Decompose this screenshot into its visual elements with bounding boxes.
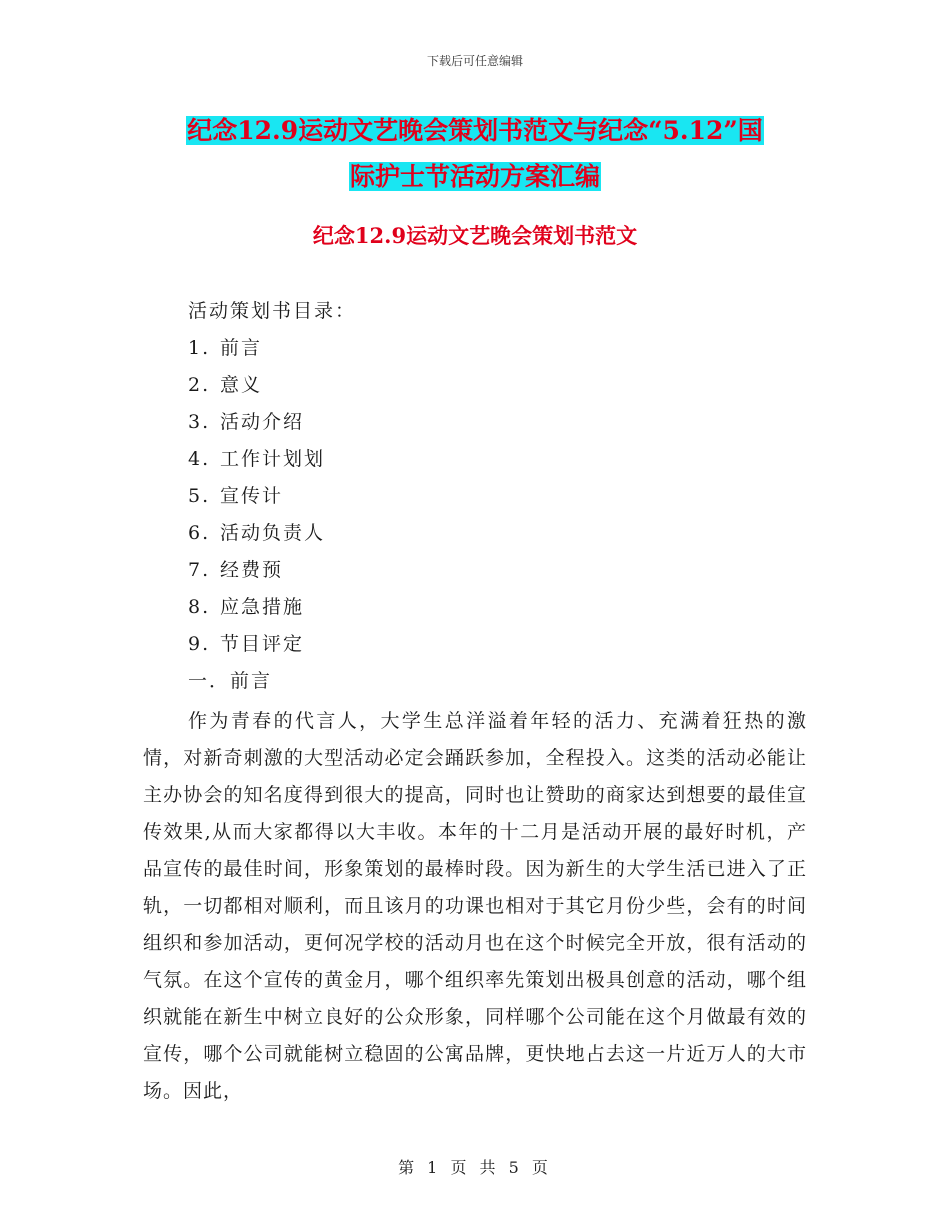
toc-item-label: 工作计划划 bbox=[220, 448, 326, 470]
toc-item-number: 5. bbox=[188, 485, 211, 507]
toc-item-number: 2. bbox=[188, 374, 211, 396]
toc-item bbox=[188, 515, 356, 552]
toc-item bbox=[188, 330, 356, 367]
page-number-footer: 第 1 页 共 5 页 bbox=[398, 1158, 552, 1177]
toc-item-number: 4. bbox=[188, 448, 211, 470]
document-title-line-2: 际护士节活动方案汇编 bbox=[349, 162, 600, 191]
table-of-contents bbox=[188, 293, 356, 700]
toc-item-label: 活动介绍 bbox=[220, 411, 305, 433]
toc-item bbox=[188, 626, 356, 663]
toc-item bbox=[188, 441, 356, 478]
toc-item-number: 1. bbox=[188, 337, 211, 359]
body-paragraph: 作为青春的代言人，大学生总洋溢着年轻的活力、充满着狂热的激情，对新奇刺激的大型活动必定会踊跃参加，全程投入。这类的活动必能让主办协会的知名度得到很大的提高，同时也让赞助的商家达到想要的最佳宣传效果,从而大家都得以大丰收。本年的十二月是活动开展的最好时机，产品宣传的最佳时间，形象策划的最棒时段。因为新生的大学生活已进入了正轨，一切都相对顺利，而且该月的功课也相对于其它月份少些，会有的时间组织和参加活动，更何况学校的活动月也在这个时候完全开放，很有活动的气氛。在这个宣传的黄金月，哪个组织率先策划出极具创意的活动，哪个组织就能在新生中树立良好的公众形象，同样哪个公司能在这个月做最有效的宣传，哪个公司就能树立稳固的公寓品牌，更快地占去这一片近万人的大市场。因此， bbox=[143, 710, 807, 1102]
toc-heading: 活动策划书目录： bbox=[188, 300, 357, 322]
section-title: 纪念12.9运动文艺晚会策划书范文 bbox=[312, 223, 638, 248]
toc-item bbox=[188, 589, 356, 626]
document-title bbox=[140, 108, 810, 200]
toc-item-label: 经费预 bbox=[220, 559, 284, 581]
toc-item-number: 7. bbox=[188, 559, 211, 581]
toc-item-label: 前言 bbox=[220, 337, 263, 359]
subsection-heading: 一．前言 bbox=[188, 670, 273, 692]
toc-item-label: 活动负责人 bbox=[220, 522, 326, 544]
toc-item bbox=[188, 404, 356, 441]
toc-item-label: 宣传计 bbox=[220, 485, 284, 507]
toc-item bbox=[188, 552, 356, 589]
toc-item-label: 节目评定 bbox=[220, 633, 305, 655]
toc-item bbox=[188, 478, 356, 515]
page-header-note: 下载后可任意编辑 bbox=[426, 54, 523, 68]
document-title-line-1: 纪念12.9运动文艺晚会策划书范文与纪念“5.12”国 bbox=[187, 116, 763, 145]
toc-item-label: 应急措施 bbox=[220, 596, 305, 618]
toc-item-number: 3. bbox=[188, 411, 211, 433]
toc-item-number: 8. bbox=[188, 596, 211, 618]
toc-item-number: 6. bbox=[188, 522, 211, 544]
toc-item-label: 意义 bbox=[220, 374, 263, 396]
toc-item bbox=[188, 367, 356, 404]
toc-item-number: 9. bbox=[188, 633, 211, 655]
